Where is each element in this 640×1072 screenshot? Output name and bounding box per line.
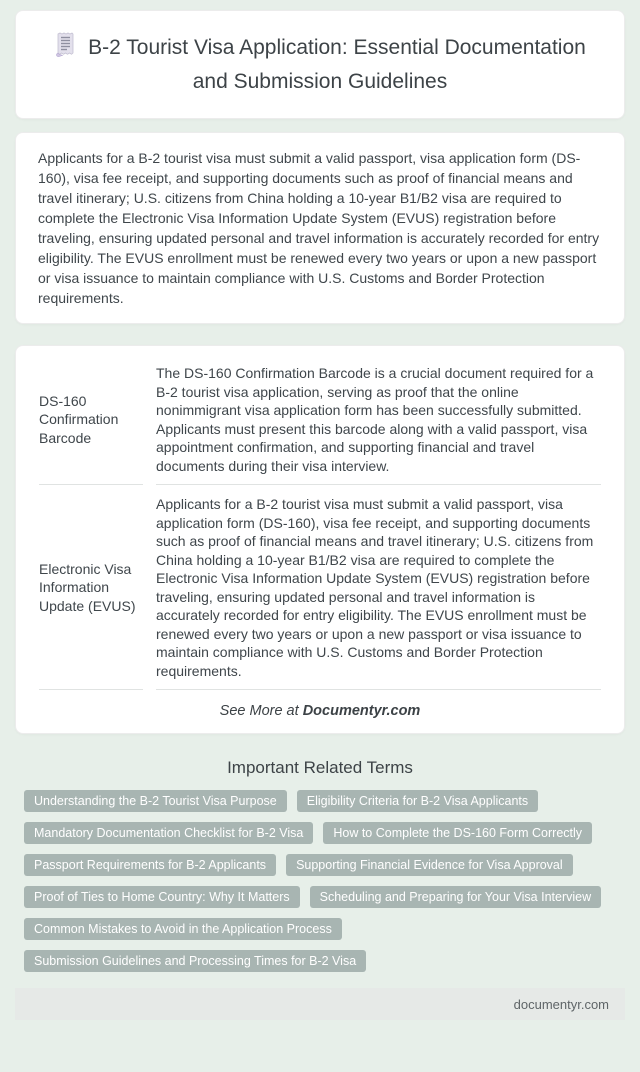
row-break [24, 844, 616, 854]
related-term-tag[interactable]: How to Complete the DS-160 Form Correctly [323, 822, 592, 844]
glossary-card [15, 345, 625, 734]
footer-site-label: documentyr.com [513, 996, 609, 1012]
term-cell: Electronic Visa Information Update (EVUS) [39, 485, 143, 690]
row-break [24, 876, 616, 886]
row-break [24, 908, 616, 918]
related-term-tag[interactable]: Proof of Ties to Home Country: Why It Matters [24, 886, 300, 908]
page [0, 10, 640, 1020]
definition-cell: Applicants for a B-2 tourist visa must submit a valid passport, visa application form (DS-160), visa fee receipt, and supporting documents such as proof of financial means and travel itinerary; U.S. citizens from China holding a 10-year B1/B2 visa are required to complete the Electronic Visa Information Update System (EVUS) registration before traveling, ensuring updated personal and travel information is accurately recorded for entry eligibility. The EVUS enrollment must be renewed every two years or upon a new passport or visa issuance to maintain compliance with U.S. Customs and Border Protection requirements. [156, 485, 601, 690]
related-term-tag[interactable]: Common Mistakes to Avoid in the Application Process [24, 918, 342, 940]
page-title [50, 32, 590, 97]
receipt-icon [54, 32, 76, 67]
table-row [39, 485, 601, 690]
intro-paragraph: Applicants for a B-2 tourist visa must submit a valid passport, visa application form (DS-160), visa fee receipt, and supporting documents such as proof of financial means and travel itinerary; U.S. citizens from China holding a 10-year B1/B2 visa are required to complete the Electronic Visa Information Update System (EVUS) registration before traveling, ensuring updated personal and travel information is accurately recorded for entry eligibility. The EVUS enrollment must be renewed every two years or upon a new passport or visa issuance to maintain compliance with U.S. Customs and Border Protection requirements. [38, 150, 600, 306]
related-term-tag[interactable]: Passport Requirements for B-2 Applicants [24, 854, 276, 876]
related-term-tag[interactable]: Understanding the B-2 Tourist Visa Purpose [24, 790, 287, 812]
see-more-note [26, 690, 614, 727]
definition-cell: The DS-160 Confirmation Barcode is a crucial document required for a B-2 tourist visa application, serving as proof that the online nonimmigrant visa application form has been successfully submitted. Applicants must present this barcode along with a valid passport, visa appointment confirmation, and supporting financial and travel documents during their visa interview. [156, 354, 601, 485]
brand-name: Documentyr.com [302, 703, 421, 719]
related-term-tag[interactable]: Eligibility Criteria for B-2 Visa Applicants [297, 790, 538, 812]
related-terms-list [24, 790, 616, 972]
related-term-tag[interactable]: Scheduling and Preparing for Your Visa Interview [310, 886, 601, 908]
title-card [15, 10, 625, 119]
table-row [39, 354, 601, 485]
glossary-table [26, 354, 614, 690]
related-term-tag[interactable]: Mandatory Documentation Checklist for B-2 Visa [24, 822, 313, 844]
page-title-text: B-2 Tourist Visa Application: Essential Documentation and Submission Guidelines [88, 36, 586, 93]
row-break [24, 812, 616, 822]
related-term-tag[interactable]: Supporting Financial Evidence for Visa Approval [286, 854, 573, 876]
term-cell: DS-160 Confirmation Barcode [39, 354, 143, 485]
row-break [24, 940, 616, 950]
related-term-tag[interactable]: Submission Guidelines and Processing Times for B-2 Visa [24, 950, 366, 972]
related-terms-heading: Important Related Terms [227, 758, 413, 777]
footer-bar [15, 988, 625, 1020]
see-more-prefix: See More at [219, 703, 299, 719]
intro-card [15, 132, 625, 324]
